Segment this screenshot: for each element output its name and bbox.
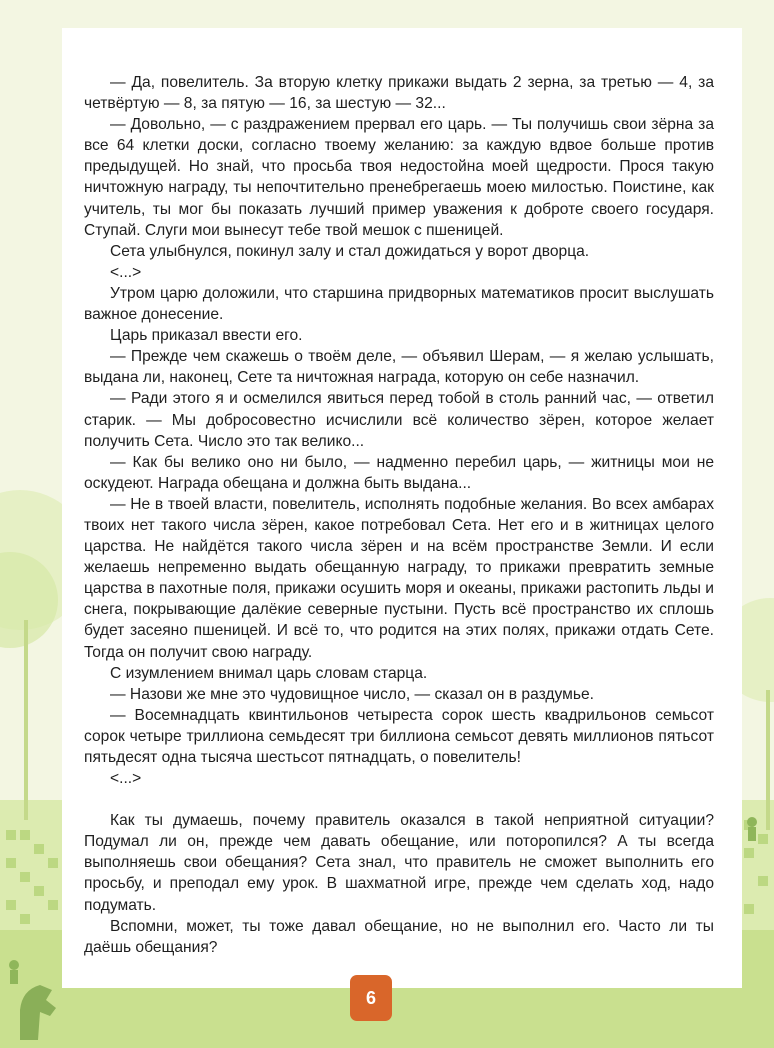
story-paragraph: Царь приказал ввести его. [110,327,303,345]
omission-mark: <...> [110,770,142,788]
main-text [84,72,714,958]
page-number: 6 [365,987,376,1008]
story-paragraph: — Ради этого я и осмелился явиться перед тобой в столь ранний час, — ответил старик. — Мы добросовестно исчислили всё количество зёрен, которое желает получить Сета. Число это так велико... [84,390,714,450]
story-paragraph: — Да, повелитель. За вторую клетку прикажи выдать 2 зерна, за третью — 4, за четвёртую — 8, за пятую — 16, за шестую — 32... [84,74,714,113]
story-paragraph: — Довольно, — с раздражением прервал его царь. — Ты получишь свои зёрна за все 64 клетки доски, согласно твоему желанию: за каждую вдвое больше против предыдущей. Но знай, что просьба твоя недостойна моей щедрости. Прося такую ничтожную награду, ты непочтительно пренебрегаешь моею милостью. Поистине, как учитель, ты мог бы показать лучший пример уважения к доброте своего государя. Ступай. Слуги мои вынесут тебе твой мешок с пшеницей. [84,116,714,239]
story-paragraph: Утром царю доложили, что старшина придворных математиков просит выслушать важное донесение. [84,284,714,324]
page-number-badge [350,975,392,1021]
question-paragraph: Вспомни, может, ты тоже давал обещание, но не выполнил его. Часто ли ты даёшь обещания? [84,917,714,956]
omission-mark: <...> [110,263,142,281]
section-gap [84,789,714,810]
question-paragraph: Как ты думаешь, почему правитель оказался в такой неприятной ситуации? Подумал ли он, прежде чем давать обещание, или поторопился? А ты всегда выполняешь свои обещания? Сета знал, что правитель не сможет выполнить его просьбу, и преподал ему урок. В шахматной игре, прежде чем сделать ход, надо подумать. [84,812,714,914]
story-paragraph: — Не в твоей власти, повелитель, исполнять подобные желания. Во всех амбарах твоих нет такого числа зёрен, какое потребовал Сета. Нет его и в житницах целого царства. Не найдётся такого числа зёрен и на всём пространстве Земли. И если желаешь непременно выдать обещанную награду, то прикажи превратить земные царства в пахотные поля, прикажи осушить моря и океаны, прикажи растопить льды и снега, покрывающие далёкие северные пустыни. Пусть всё пространство их сплошь будет засеяно пшеницей. И всё то, что родится на этих полях, прикажи отдать Сете. Тогда он получит свою награду. [84,495,714,661]
story-paragraph: С изумлением внимал царь словам старца. [110,664,428,682]
story-paragraph: — Назови же мне это чудовищное число, — сказал он в раздумье. [110,685,594,703]
story-excerpt [84,72,714,789]
discussion-questions [84,810,714,958]
story-paragraph: — Прежде чем скажешь о твоём деле, — объявил Шерам, — я желаю услышать, выдана ли, наконец, Сете та ничтожная награда, которую он себе назначил. [84,348,714,387]
story-paragraph: Сета улыбнулся, покинул залу и стал дожидаться у ворот дворца. [110,242,590,260]
story-paragraph: — Восемнадцать квинтильонов четыреста сорок шесть квадрильонов семьсот сорок четыре триллиона семьдесят три биллиона семьсот девять миллионов пятьсот пятьдесят одна тысяча шестьсот пятнадцать, о повелитель! [84,706,714,766]
story-paragraph: — Как бы велико оно ни было, — надменно перебил царь, — житницы мои не оскудеют. Награда обещана и должна быть выдана... [84,453,714,492]
